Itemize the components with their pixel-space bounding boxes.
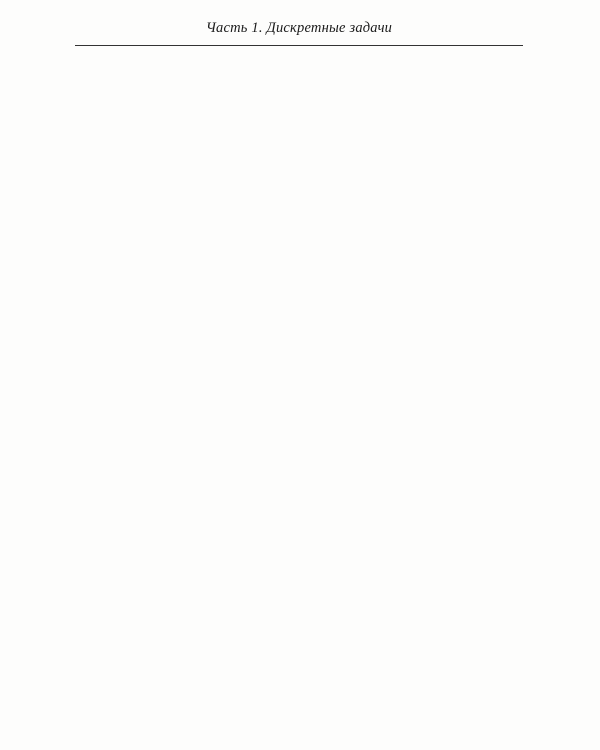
running-header: Часть 1. Дискретные задачи	[205, 20, 393, 36]
header-rule	[75, 45, 523, 46]
